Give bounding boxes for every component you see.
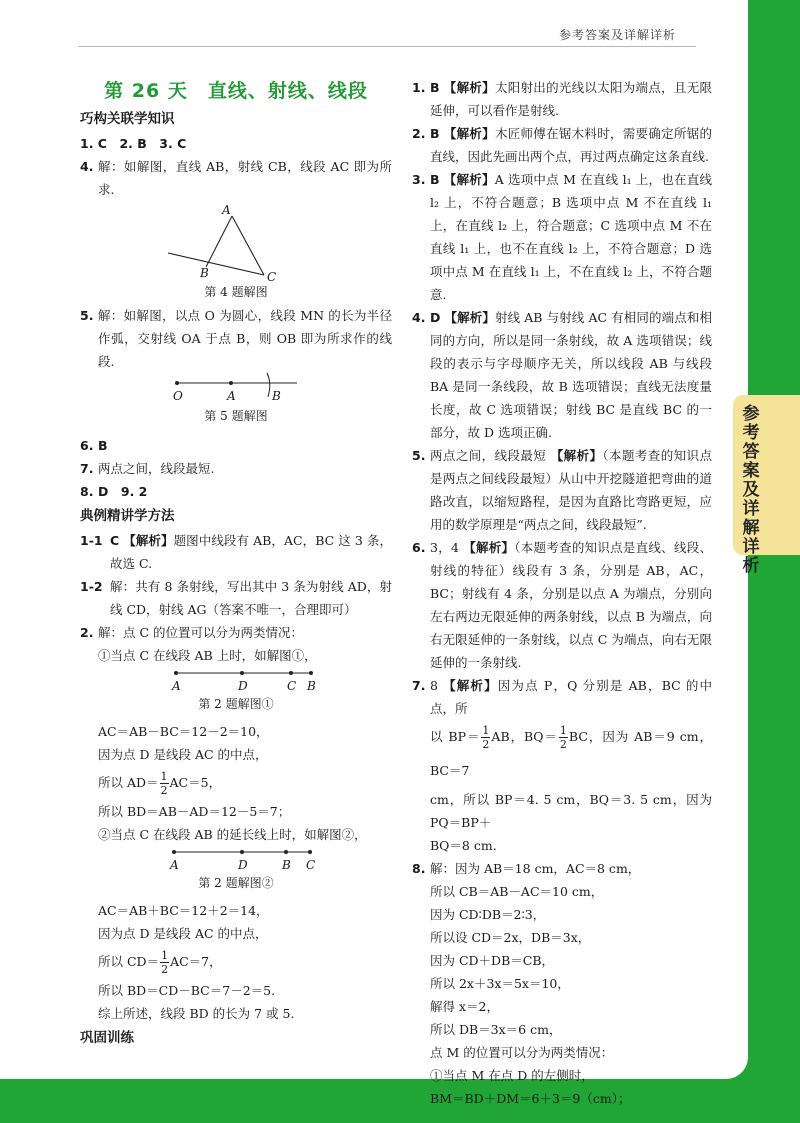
point-label: A (170, 858, 179, 872)
question-text: 解：如解图，直线 AB，射线 CB，线段 AC 即为所求. (98, 159, 392, 197)
fraction (559, 724, 568, 751)
answer-text: 解：共有 8 条射线，写出其中 3 条为射线 AD，射线 CD，射线 AG（答案不唯一，合理即可） (110, 579, 392, 617)
point (172, 850, 176, 854)
text: AC＝7， (170, 954, 222, 969)
solution-line: 所以 CB＝AB－AC＝10 cm， (430, 884, 604, 899)
answer: D 9. 2 (98, 484, 148, 499)
answer: 两点之间，线段最短. (98, 461, 215, 476)
section-heading-3: 巩固训练 (80, 1030, 134, 1046)
solution-line: 因为 CD∶DB＝2∶3， (430, 907, 546, 922)
point (240, 671, 244, 675)
answer-head: C (110, 533, 120, 548)
q2-line: 因为点 D 是线段 AC 的中点， (98, 926, 268, 941)
left-column (80, 78, 392, 1051)
question-number: 3. (412, 172, 426, 187)
analysis-tag: 【解析】 (443, 126, 495, 141)
text: BC，因为 AB＝9 cm，BC＝7 (430, 729, 713, 778)
figure-caption-q2-2: 第 2 题解图② (198, 876, 274, 890)
point (240, 850, 244, 854)
figure-caption-q5: 第 5 题解图 (204, 409, 268, 423)
q2-line: 所以 BD＝CD－BC＝7－2＝5. (98, 983, 276, 998)
point (308, 850, 312, 854)
question-number: 7. (80, 461, 94, 476)
answer-8 (412, 857, 712, 880)
point (174, 671, 178, 675)
question-number: 6. (412, 540, 426, 555)
analysis-text: BQ＝8 cm. (430, 838, 497, 853)
side-tab-label: 参考答案及详解详析 (742, 404, 760, 576)
text: 所以 CD＝ (98, 954, 160, 969)
text: 所以 AD＝ (98, 775, 159, 790)
answers-1-3: 1. C 2. B 3. C (80, 136, 187, 151)
point-a (229, 381, 233, 385)
question-4 (80, 155, 392, 201)
analysis-tag: 【解析】 (444, 310, 495, 325)
question-number: 5. (80, 308, 94, 323)
analysis-text: 太阳射出的光线以太阳为端点，且无限延伸，可以看作是射线. (430, 80, 712, 118)
q2-line: 因为点 D 是线段 AC 的中点， (98, 747, 268, 762)
question-number: 6. (80, 438, 94, 453)
point-label: D (238, 679, 248, 693)
page-title: 第 26 天 直线、射线、线段 (104, 80, 368, 102)
point (284, 850, 288, 854)
question-number: 5. (412, 448, 426, 463)
fraction-denominator: 2 (559, 738, 567, 751)
analysis-text: 木匠师傅在锯木料时，需要确定所锯的直线，因此先画出两个点，再过两点确定这条直线. (430, 126, 712, 164)
text: AC＝5， (169, 775, 222, 790)
segment-AC (232, 216, 264, 275)
q2-line: 所以 BD＝AB－AD＝12－5＝7； (98, 804, 291, 819)
question-1-2 (80, 575, 392, 621)
analysis-text: 题图中线段有 AB，AC，BC 这 3 条，故选 C. (110, 533, 392, 571)
figure-caption-q4: 第 4 题解图 (204, 285, 268, 299)
answer-1 (412, 76, 712, 122)
answer-head: 8 (430, 678, 438, 693)
analysis-text: A 选项中点 M 在直线 l₁ 上，也在直线 l₂ 上，不符合题意；B 选项中点 M 不在直线 l₁ 上，在直线 l₂ 上，符合题意；C 选项中点 M 不在直线 l₁ 上，也不在直线 l₂ 上，不符合题意；D 选项中点 M 在直线 l₁ 上，不在直线 l₂ 上，不符合题意. (430, 172, 712, 302)
q2-intro: 解：点 C 的位置可以分为两类情况： (98, 625, 304, 640)
analysis-tag: 【解析】 (463, 540, 515, 555)
text: 以 BP＝ (430, 729, 481, 744)
analysis-text: （本题考查的知识点是直线、线段、射线的特征）线段有 3 条，分别是 AB，AC，BC；射线有 4 条，分别是以点 A 为端点，分别向左右两边无限延伸的两条射线，以点 B 为端点，向右无限延伸的一条射线，以点 C 为端点，向右无限延伸的一条射线. (430, 540, 712, 670)
q2-line-frac (80, 766, 392, 800)
fraction (160, 770, 169, 797)
answer-4 (412, 306, 712, 444)
figure-q4-triangle (166, 201, 306, 284)
question-1-1 (80, 529, 392, 575)
question-number: 2. (412, 126, 426, 141)
frac-line (430, 720, 712, 788)
running-header: 参考答案及详解详析 (558, 28, 676, 42)
point-label-c: C (267, 270, 277, 284)
point (289, 671, 293, 675)
text: AB，BQ＝ (491, 729, 558, 744)
point-label: B (307, 679, 316, 693)
q2-line-frac (80, 945, 392, 979)
q2-line: 综上所述，线段 BD 的长为 7 或 5. (98, 1006, 295, 1021)
analysis-text: 射线 AB 与射线 AC 有相同的端点和相同的方向，所以是同一条射线，故 A 选项错误；线段的表示与字母顺序无关，所以线段 AB 与线段 BA 是同一条线段，故 B 选项错误；直线无法度量长度，故 C 选项错误；射线 BC 是直线 BC 的一部分，故 D 选项正确. (430, 310, 712, 440)
analysis-text: cm，所以 BP＝4. 5 cm，BQ＝3. 5 cm，因为 PQ＝BP＋ (430, 792, 712, 830)
fraction-denominator: 2 (160, 784, 168, 797)
answer-head: B (430, 126, 440, 141)
solution-line: 所以设 CD＝2x，DB＝3x， (430, 930, 591, 945)
question-2 (80, 621, 392, 644)
answer-head: B (430, 80, 440, 95)
question-7 (80, 457, 392, 480)
question-number: 2. (80, 625, 94, 640)
solution-line: 所以 DB＝3x＝6 cm， (430, 1022, 562, 1037)
point-o (175, 381, 179, 385)
analysis-text: 因为点 P，Q 分别是 AB，BC 的中点，所 (430, 678, 712, 716)
question-8-9 (80, 480, 392, 503)
q2-line: AC＝AB＋BC＝12＋2＝14， (98, 903, 269, 918)
section-heading-1: 巧构关联学知识 (80, 111, 175, 127)
analysis-tag: 【解析】 (123, 533, 174, 548)
q2-case1: ①当点 C 在线段 AB 上时，如解图①， (98, 648, 317, 663)
fraction (481, 724, 490, 751)
ray-CB (168, 253, 264, 275)
answer-head: 两点之间，线段最短 (430, 448, 547, 463)
right-column (412, 76, 712, 1110)
answer-head: 3，4 (430, 540, 459, 555)
question-number: 8. (80, 484, 94, 499)
analysis-tag: 【解析】 (443, 678, 498, 693)
fraction-denominator: 2 (482, 738, 490, 751)
point-label-o: O (173, 389, 183, 403)
analysis-tag: 【解析】 (443, 172, 495, 187)
point-label-a: A (222, 203, 231, 217)
arc (267, 373, 270, 397)
q2-line: AC＝AB－BC＝12－2＝10， (98, 724, 269, 739)
line-AB (206, 216, 232, 267)
question-number: 7. (412, 678, 426, 693)
header-rule (78, 46, 696, 47)
question-number: 1. (412, 80, 426, 95)
question-number: 1-1 (80, 533, 103, 548)
solution-line: 因为 CD＋DB＝CB， (430, 953, 555, 968)
section-heading-2: 典例精讲学方法 (80, 508, 175, 524)
point-label: D (238, 858, 248, 872)
analysis-tag: 【解析】 (550, 448, 603, 463)
point-label: B (282, 858, 291, 872)
question-text: 解：如解图，以点 O 为圆心，线段 MN 的长为半径作弧，交射线 OA 于点 B，则 OB 即为所求作的线段. (98, 308, 392, 369)
figure-q5-ray (171, 373, 301, 405)
answer-head: D (430, 310, 441, 325)
question-number: 4. (80, 159, 94, 174)
question-number: 1-2 (80, 579, 103, 594)
fraction-numerator: 1 (482, 724, 490, 737)
point-label: A (172, 679, 181, 693)
point-label: C (287, 679, 297, 693)
answer-head: B (430, 172, 440, 187)
answer-5 (412, 444, 712, 536)
answer-3 (412, 168, 712, 306)
point-label-b: B (272, 389, 281, 403)
answer-7 (412, 674, 712, 857)
point-label-a: A (227, 389, 236, 403)
fraction-numerator: 1 (559, 724, 567, 737)
point-label: C (306, 858, 316, 872)
answer-2 (412, 122, 712, 168)
solution-line: 点 M 的位置可以分为两类情况： (430, 1045, 614, 1060)
figure-caption-q2-1: 第 2 题解图① (198, 697, 274, 711)
solution-line: 解：因为 AB＝18 cm，AC＝8 cm， (430, 861, 641, 876)
fraction-numerator: 1 (160, 770, 168, 783)
answer: B (98, 438, 108, 453)
fraction-numerator: 1 (161, 949, 169, 962)
q2-case2: ②当点 C 在线段 AB 的延长线上时，如解图②， (98, 827, 367, 842)
solution-line: ①当点 M 在点 D 的左侧时， (430, 1068, 594, 1083)
figure-q2-1 (156, 667, 316, 693)
solution-line: 解得 x＝2， (430, 999, 499, 1014)
analysis-text: （本题考查的知识点是两点之间线段最短）从山中开挖隧道把弯曲的道路改直，以缩短路程，是因为直路比弯路更短，应用的数学原理是“两点之间，线段最短”. (430, 448, 712, 532)
solution-line: 所以 2x＋3x＝5x＝10， (430, 976, 570, 991)
fraction-denominator: 2 (161, 963, 169, 976)
question-5 (80, 304, 392, 373)
question-6 (80, 434, 392, 457)
side-tab (733, 395, 800, 576)
analysis-tag: 【解析】 (443, 80, 495, 95)
answer-6 (412, 536, 712, 674)
point (309, 671, 313, 675)
question-number: 4. (412, 310, 426, 325)
fraction (160, 949, 169, 976)
question-number: 8. (412, 861, 426, 876)
figure-q2-2 (156, 846, 316, 872)
point-label-b: B (200, 266, 209, 280)
solution-line: BM＝BD＋DM＝6＋3＝9（cm）； (430, 1091, 631, 1106)
